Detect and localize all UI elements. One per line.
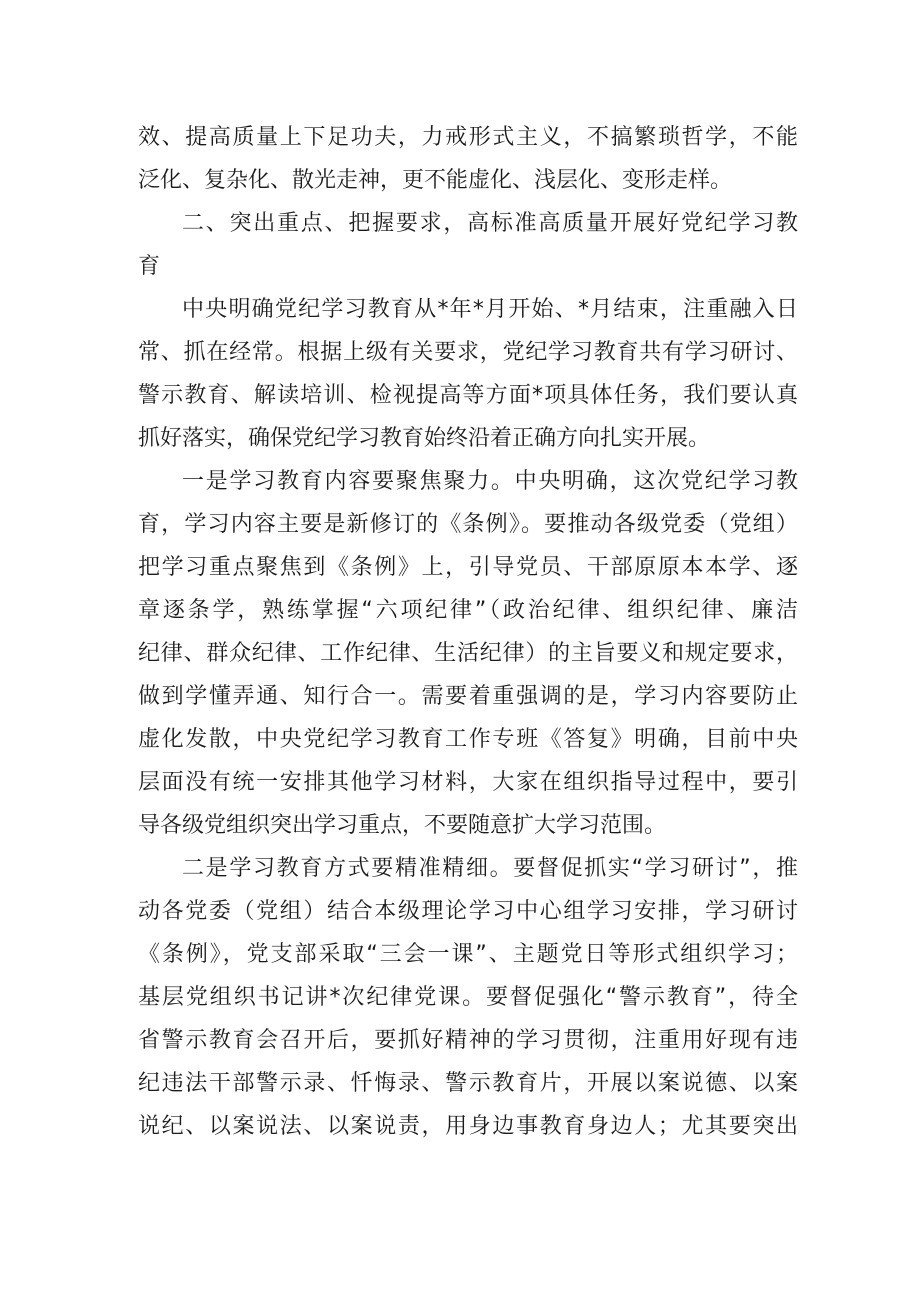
text-line: 省警示教育会召开后，要抓好精神的学习贯彻，注重用好现有违 — [138, 1028, 798, 1053]
text-line: 常、抓在经常。根据上级有关要求，党纪学习教育共有学习研讨、 — [138, 340, 798, 365]
text-line: 层面没有统一安排其他学习材料，大家在组织指导过程中，要引 — [138, 770, 798, 795]
section-heading-2 — [138, 202, 798, 288]
paragraph-1 — [138, 116, 798, 202]
paragraph-4 — [138, 460, 798, 847]
document-body — [138, 116, 798, 1148]
text-line: 二、突出重点、把握要求，高标准高质量开展好党纪学习教 — [182, 211, 798, 236]
text-line: 做到学懂弄通、知行合一。需要着重强调的是，学习内容要防止 — [138, 684, 798, 709]
text-line: 中央明确党纪学习教育从*年*月开始、*月结束，注重融入日 — [182, 297, 798, 322]
text-line: 导各级党组织突出学习重点，不要随意扩大学习范围。 — [138, 813, 667, 838]
text-line: 章逐条学，熟练掌握“六项纪律”（政治纪律、组织纪律、廉洁 — [138, 598, 798, 623]
text-line: 虚化发散，中央党纪学习教育工作专班《答复》明确，目前中央 — [138, 727, 798, 752]
text-line: 泛化、复杂化、散光走神，更不能虚化、浅层化、变形走样。 — [138, 168, 733, 193]
text-line: 《条例》，党支部采取“三会一课”、主题党日等形式组织学习； — [138, 942, 798, 967]
text-line: 效、提高质量上下足功夫，力戒形式主义，不搞繁琐哲学，不能 — [138, 125, 798, 150]
text-line: 二是学习教育方式要精准精细。要督促抓实“学习研讨”，推 — [182, 856, 798, 881]
paragraph-5 — [138, 847, 798, 1148]
text-line: 抓好落实，确保党纪学习教育始终沿着正确方向扎实开展。 — [138, 426, 711, 451]
paragraph-3 — [138, 288, 798, 460]
text-line: 说纪、以案说法、以案说责，用身边事教育身边人；尤其要突出 — [138, 1114, 798, 1139]
text-line: 一是学习教育内容要聚焦聚力。中央明确，这次党纪学习教 — [182, 469, 798, 494]
text-line: 育，学习内容主要是新修订的《条例》。要推动各级党委（党组） — [138, 512, 798, 537]
text-line: 纪违法干部警示录、忏悔录、警示教育片，开展以案说德、以案 — [138, 1071, 798, 1096]
text-line: 纪律、群众纪律、工作纪律、生活纪律）的主旨要义和规定要求， — [138, 641, 798, 666]
text-line: 动各党委（党组）结合本级理论学习中心组学习安排，学习研讨 — [138, 899, 798, 924]
text-line: 把学习重点聚焦到《条例》上，引导党员、干部原原本本学、逐 — [138, 555, 798, 580]
text-line: 警示教育、解读培训、检视提高等方面*项具体任务，我们要认真 — [138, 383, 798, 408]
text-line: 育 — [138, 254, 161, 279]
text-line: 基层党组织书记讲*次纪律党课。要督促强化“警示教育”，待全 — [138, 985, 798, 1010]
